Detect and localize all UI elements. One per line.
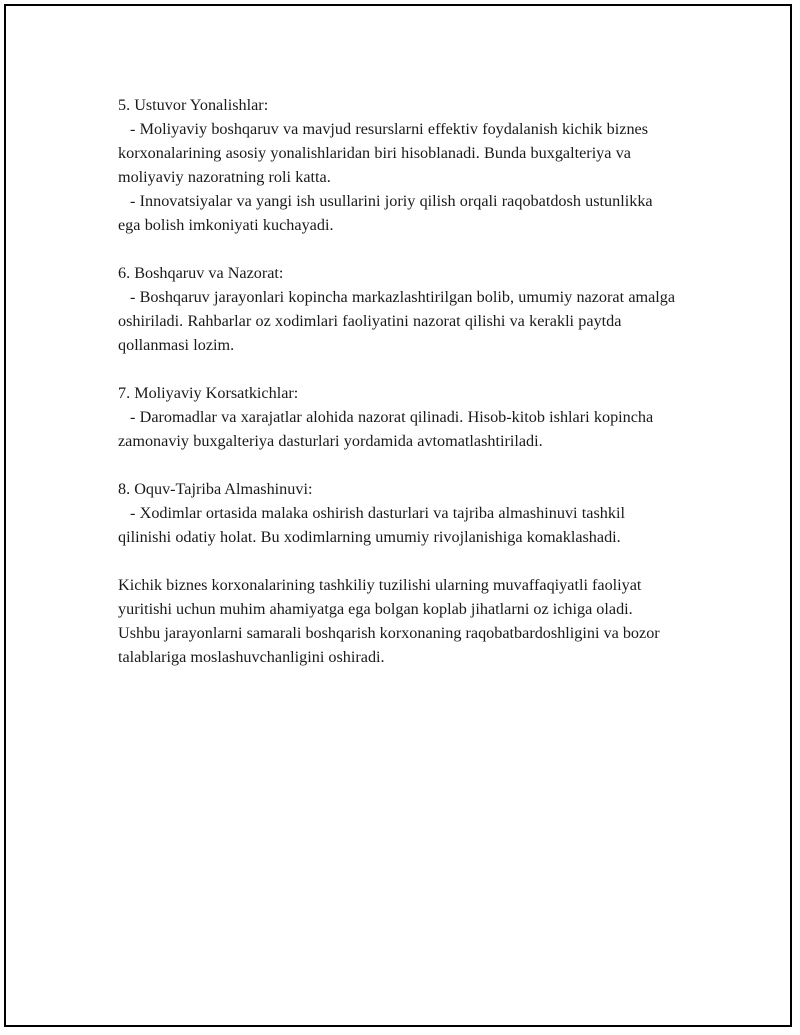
section-moliyaviy-korsatkichlar [118,381,678,453]
section-heading: 8. Oquv-Tajriba Almashinuvi: [118,480,313,498]
bullet-item: - Boshqaruv jarayonlari kopincha markazlashtirilgan bolib, umumiy nazorat amalga oshiriladi. Rahbarlar oz xodimlari faoliyatini nazorat qilishi va kerakli paytda qollanmasi lozim. [118,288,676,354]
bullet-item: - Moliyaviy boshqaruv va mavjud resurslarni effektiv foydalanish kichik biznes korxonalarining asosiy yonalishlaridan biri hisoblanadi. Bunda buxgalteriya va moliyaviy nazoratning roli katta. [118,120,649,186]
section-ustuvor-yonalishlar [118,93,678,237]
document-body [118,93,678,669]
bullet-item: - Innovatsiyalar va yangi ish usullarini joriy qilish orqali raqobatdosh ustunlikka ega bolish imkoniyati kuchayadi. [118,192,653,234]
section-oquv-tajriba-almashinuvi [118,477,678,549]
bullet-item: - Xodimlar ortasida malaka oshirish dasturlari va tajriba almashinuvi tashkil qilinishi odatiy holat. Bu xodimlarning umumiy rivojlanishiga komaklashadi. [118,504,625,546]
section-heading: 5. Ustuvor Yonalishlar: [118,96,269,114]
bullet-item: - Daromadlar va xarajatlar alohida nazorat qilinadi. Hisob-kitob ishlari kopincha zamonaviy buxgalteriya dasturlari yordamida avtomatlashtiriladi. [118,408,654,450]
conclusion-paragraph: Kichik biznes korxonalarining tashkiliy tuzilishi ularning muvaffaqiyatli faoliyat yuritishi uchun muhim ahamiyatga ega bolgan koplab jihatlarni oz ichiga oladi. Ushbu jarayonlarni samarali boshqarish korxonaning raqobatbardoshligini va bozor talablariga moslashuvchanligini oshiradi. [118,576,660,666]
section-heading: 6. Boshqaruv va Nazorat: [118,264,284,282]
section-heading: 7. Moliyaviy Korsatkichlar: [118,384,299,402]
section-boshqaruv-va-nazorat [118,261,678,357]
